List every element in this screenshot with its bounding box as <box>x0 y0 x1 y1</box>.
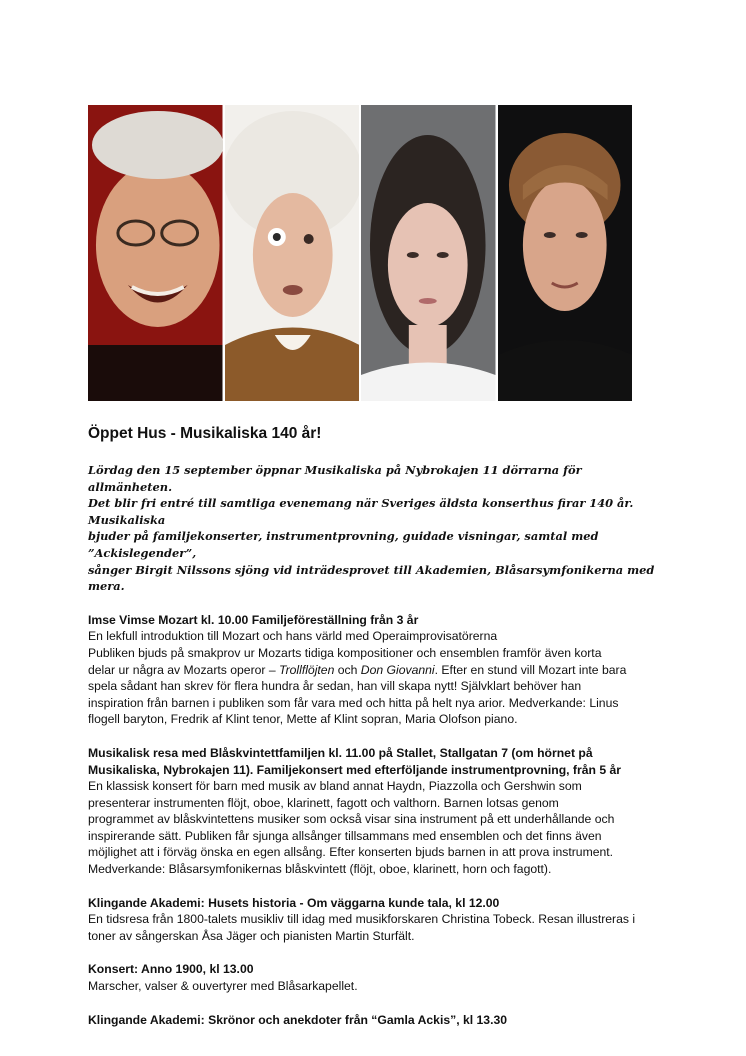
intro-line: bjuder på familjekonserter, instrumentprovning, guidade visningar, samtal med ”Ackislegender”, <box>88 529 599 560</box>
event-section <box>88 1012 668 1029</box>
opera-title: Trollflöjten <box>279 662 335 677</box>
event-heading: Klingande Akademi: Skrönor och anekdoter från “Gamla Ackis”, kl 13.30 <box>88 1012 508 1027</box>
event-heading: Konsert: Anno 1900, kl 13.00 <box>88 962 254 977</box>
event-text-line: flogell baryton, Fredrik af Klint tenor, Mette af Klint sopran, Maria Olofson piano. <box>88 712 518 727</box>
event-text-line: Publiken bjuds på smakprov ur Mozarts tidiga kompositioner och ensemblen framför även korta <box>88 645 602 660</box>
event-text-line: presenterar instrumenten flöjt, oboe, klarinett, fagott och valthorn. Barnen lotsas genom <box>88 795 559 810</box>
portrait-older-man-laughing <box>88 105 223 401</box>
event-text-line: En klassisk konsert för barn med musik av bland annat Haydn, Piazzolla och Gershwin som <box>88 779 582 794</box>
event-text-line: En lekfull introduktion till Mozart och hans värld med Operaimprovisatörerna <box>88 629 498 644</box>
portrait-man-blond <box>498 105 633 401</box>
event-section <box>88 895 668 945</box>
event-heading: Musikaliska, Nybrokajen 11). Familjekonsert med efterföljande instrumentprovning, från 5 år <box>88 762 622 777</box>
photo-strip <box>88 105 632 401</box>
event-text-line: Marscher, valser & ouvertyrer med Blåsarkapellet. <box>88 979 358 994</box>
intro-paragraph <box>88 462 668 595</box>
event-section <box>88 612 668 728</box>
event-section <box>88 961 668 994</box>
event-text-line: möjlighet att i förväg önska en egen allsång. Efter konserten bjuds barnen in att prova instrument. <box>88 845 614 860</box>
portrait-mozart-character <box>225 105 360 401</box>
event-section <box>88 745 668 878</box>
event-text-line: programmet av blåskvintettens musiker som också visar sina instrument på ett underhållande och <box>88 812 615 827</box>
event-text-line: En tidsresa från 1800-talets musikliv till idag med musikforskaren Christina Tobeck. Resan illustreras i <box>88 912 636 927</box>
event-heading: Musikalisk resa med Blåskvintettfamiljen kl. 11.00 på Stallet, Stallgatan 7 (om hörnet på <box>88 745 593 760</box>
event-text-line: spela sådant han skrev för flera hundra år sedan, han vill skapa nytt! Självklart behöver han <box>88 679 582 694</box>
intro-line: sånger Birgit Nilssons sjöng vid inträdesprovet till Akademien, Blåsarsymfonikerna med mera. <box>88 562 655 594</box>
event-text-line: delar ur några av Mozarts operor – Trollflöjten och Don Giovanni. Efter en stund vill Mozart inte bara <box>88 662 627 677</box>
opera-title: Don Giovanni <box>360 662 435 677</box>
portrait-young-woman <box>361 105 496 401</box>
intro-line: Det blir fri entré till samtliga evenemang när Sveriges äldsta konserthus firar 140 år. Musikaliska <box>88 496 634 527</box>
page-title: Öppet Hus - Musikaliska 140 år! <box>88 425 322 442</box>
event-text-line: Medverkande: Blåsarsymfonikernas blåskvintett (flöjt, oboe, klarinett, horn och fagott). <box>88 862 552 877</box>
article-content <box>88 424 668 1045</box>
event-text-line: inspiration från barnen i publiken som får vara med och hitta på helt nya arior. Medverkande: Linus <box>88 695 619 710</box>
event-text-line: toner av sångerskan Åsa Jäger och pianisten Martin Sturfält. <box>88 928 415 943</box>
event-heading: Imse Vimse Mozart kl. 10.00 Familjeföreställning från 3 år <box>88 612 419 627</box>
event-heading: Klingande Akademi: Husets historia - Om väggarna kunde tala, kl 12.00 <box>88 895 500 910</box>
intro-line: Lördag den 15 september öppnar Musikaliska på Nybrokajen 11 dörrarna för allmänheten. <box>88 463 582 494</box>
event-text-line: inspirerande sätt. Publiken får sjunga allsånger tillsammans med ensemblen och det finns även <box>88 828 602 843</box>
